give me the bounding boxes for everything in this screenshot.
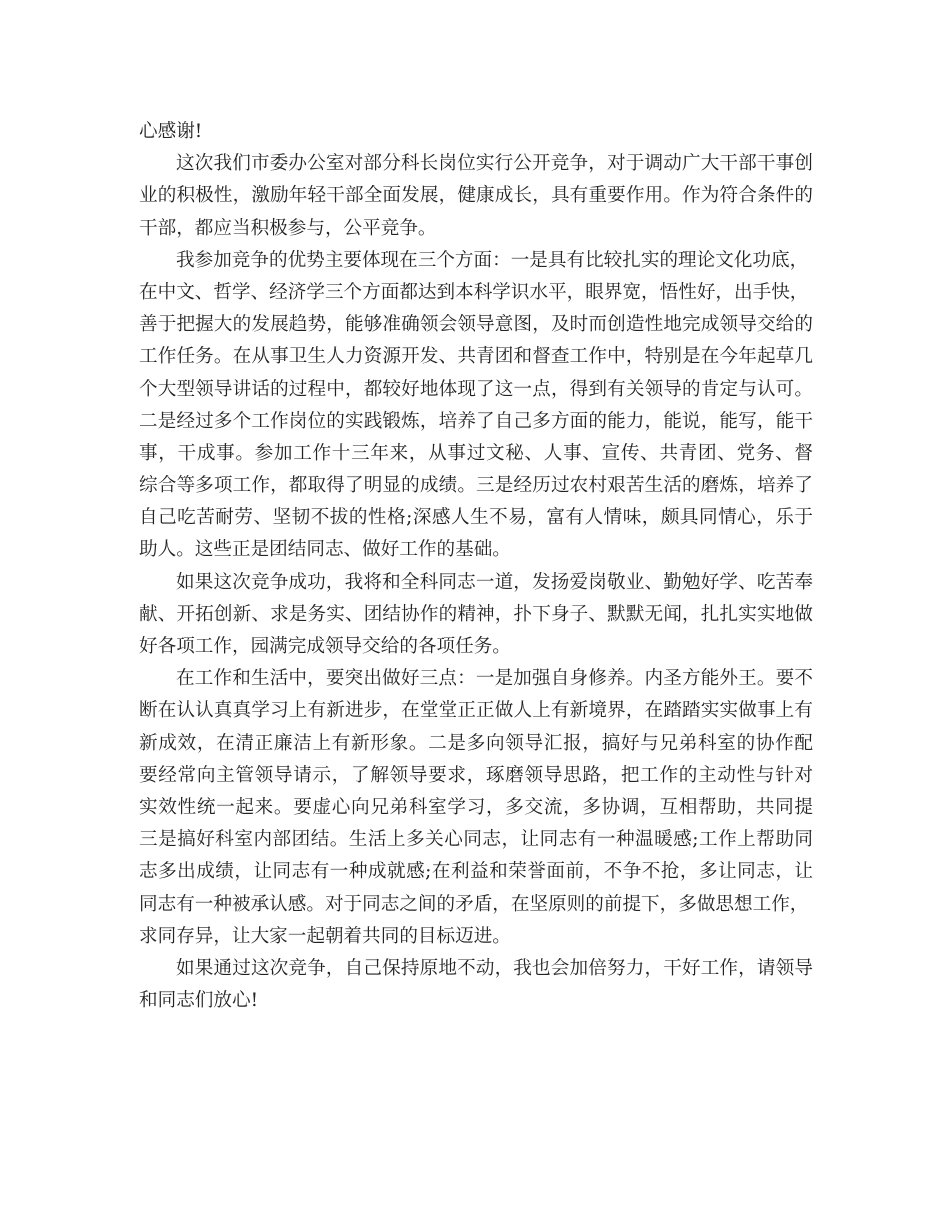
text-line: 要经常向主管领导请示，了解领导要求，琢磨领导思路，把工作的主动性与针对 — [139, 764, 813, 786]
text-line: 干部，都应当积极参与，公平竞争。 — [139, 217, 437, 239]
text-line: 在中文、哲学、经济学三个方面都达到本科学识水平，眼界宽，悟性好，出手快， — [139, 281, 809, 303]
paragraph — [139, 953, 813, 1017]
text-line: 个大型领导讲话的过程中，都较好地体现了这一点，得到有关领导的肯定与认可。 — [139, 378, 813, 400]
text-line: 心感谢! — [139, 121, 203, 142]
paragraph — [139, 116, 813, 148]
text-line: 断在认认真真学习上有新进步，在堂堂正正做人上有新境界，在踏踏实实做事上有 — [139, 700, 813, 722]
text-line: 如果这次竞争成功，我将和全科同志一道，发扬爱岗敬业、勤勉好学、吃苦奉 — [176, 571, 813, 593]
text-line: 求同存异，让大家一起朝着共同的目标迈进。 — [139, 925, 511, 947]
text-line: 我参加竞争的优势主要体现在三个方面：一是具有比较扎实的理论文化功底， — [176, 249, 809, 271]
text-line: 在工作和生活中，要突出做好三点：一是加强自身修养。内圣方能外王。要不 — [176, 668, 813, 690]
text-line: 综合等多项工作，都取得了明显的成绩。三是经历过农村艰苦生活的磨炼，培养了 — [139, 475, 813, 497]
paragraph — [139, 663, 813, 953]
text-line: 如果通过这次竞争，自己保持原地不动，我也会加倍努力，干好工作，请领导 — [176, 957, 813, 979]
text-line: 献、开拓创新、求是务实、团结协作的精神，扑下身子、默默无闻，扎扎实实地做 — [139, 603, 813, 625]
text-line: 助人。这些正是团结同志、做好工作的基础。 — [139, 539, 511, 561]
text-line: 业的积极性，激励年轻干部全面发展，健康成长，具有重要作用。作为符合条件的 — [139, 185, 813, 207]
text-line: 和同志们放心! — [139, 990, 259, 1012]
text-line: 新成效，在清正廉洁上有新形象。二是多向领导汇报，搞好与兄弟科室的协作配 — [139, 732, 813, 754]
paragraph — [139, 567, 813, 664]
text-line: 实效性统一起来。要虚心向兄弟科室学习，多交流，多协调，互相帮助，共同提 — [139, 796, 813, 818]
text-line: 这次我们市委办公室对部分科长岗位实行公开竞争，对于调动广大干部干事创 — [176, 153, 813, 175]
text-line: 二是经过多个工作岗位的实践锻炼，培养了自己多方面的能力，能说，能写，能干 — [139, 410, 813, 432]
text-line: 善于把握大的发展趋势，能够准确领会领导意图，及时而创造性地完成领导交给的 — [139, 314, 813, 336]
text-line: 好各项工作，园满完成领导交给的各项任务。 — [139, 636, 511, 657]
text-line: 事，干成事。参加工作十三年来，从事过文秘、人事、宣传、共青团、党务、督 — [139, 442, 813, 464]
text-line: 三是搞好科室内部团结。生活上多关心同志，让同志有一种温暖感;工作上帮助同 — [139, 829, 813, 851]
text-line: 自己吃苦耐劳、坚韧不拔的性格;深感人生不易，富有人情味，颇具同情心，乐于 — [139, 507, 813, 529]
paragraph — [139, 245, 813, 567]
text-line: 同志有一种被承认感。对于同志之间的矛盾，在坚原则的前提下，多做思想工作， — [139, 893, 809, 915]
text-line: 志多出成绩，让同志有一种成就感;在利益和荣誉面前，不争不抢，多让同志，让 — [139, 861, 813, 883]
document-body — [139, 116, 813, 1017]
paragraph — [139, 148, 813, 245]
text-line: 工作任务。在从事卫生人力资源开发、共青团和督查工作中，特别是在今年起草几 — [139, 346, 813, 368]
